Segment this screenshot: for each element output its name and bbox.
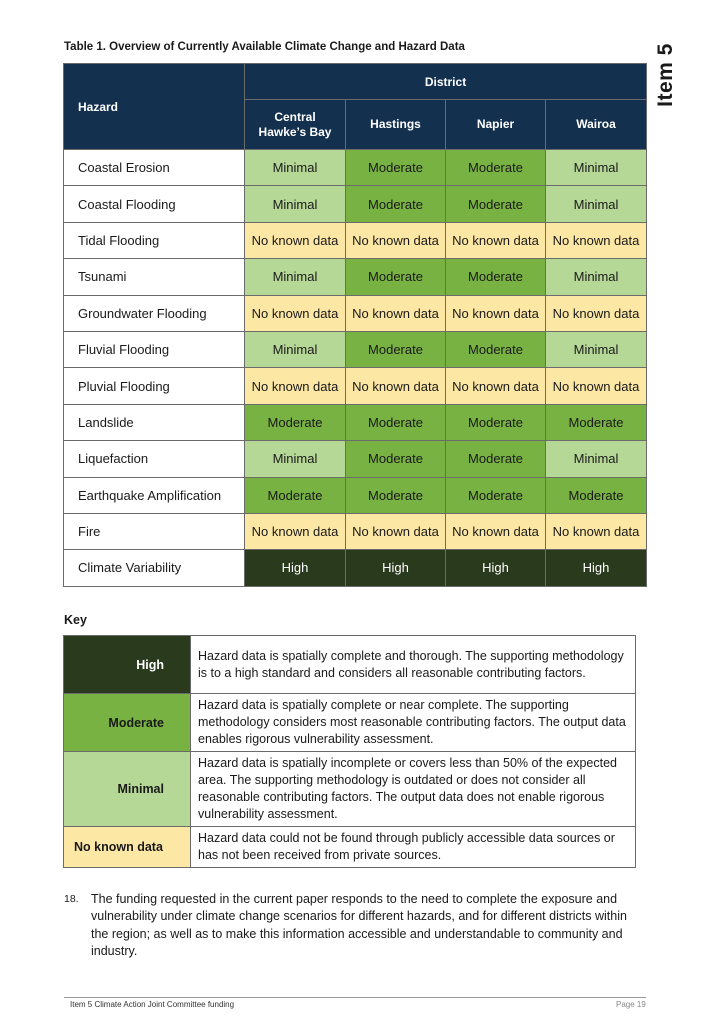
level-cell: No known data — [446, 295, 546, 331]
level-cell: High — [546, 550, 647, 586]
key-table — [63, 635, 636, 868]
hazard-name: Climate Variability — [64, 550, 245, 586]
table-row — [64, 477, 647, 513]
level-cell: Minimal — [245, 441, 346, 477]
level-cell: Minimal — [245, 259, 346, 295]
district-header-central-hawke-s-bay: Central Hawke’s Bay — [245, 100, 346, 150]
district-header-wairoa: Wairoa — [546, 100, 647, 150]
level-cell: Moderate — [446, 331, 546, 367]
level-cell: No known data — [245, 295, 346, 331]
level-cell: High — [245, 550, 346, 586]
level-cell: Minimal — [245, 186, 346, 222]
hazard-name: Earthquake Amplification — [64, 477, 245, 513]
table-row — [64, 222, 647, 258]
table-row — [64, 368, 647, 404]
level-cell: Minimal — [546, 441, 647, 477]
level-cell: Moderate — [346, 150, 446, 186]
table-row — [64, 441, 647, 477]
level-cell: Moderate — [446, 404, 546, 440]
item-side-label-text: Item 5 — [654, 43, 678, 107]
key-row-minimal — [64, 752, 636, 827]
level-cell: No known data — [446, 513, 546, 549]
level-cell: No known data — [245, 368, 346, 404]
table-row — [64, 150, 647, 186]
hazard-name: Fluvial Flooding — [64, 331, 245, 367]
table-row — [64, 331, 647, 367]
table-title: Table 1. Overview of Currently Available Climate Change and Hazard Data — [64, 41, 465, 53]
table-row — [64, 186, 647, 222]
level-cell: No known data — [546, 513, 647, 549]
level-cell: No known data — [546, 222, 647, 258]
district-header-hastings: Hastings — [346, 100, 446, 150]
level-cell: Moderate — [346, 477, 446, 513]
level-cell: No known data — [546, 295, 647, 331]
key-description: Hazard data is spatially incomplete or covers less than 50% of the expected area. The supporting methodology is outdated or does not consider all reasonable contributing factors. The output data does not enable rigorous vulnerability assessment. — [191, 752, 636, 827]
hazard-name: Groundwater Flooding — [64, 295, 245, 331]
key-label: Minimal — [64, 752, 191, 827]
table-row — [64, 513, 647, 549]
paragraph-number: 18. — [64, 893, 79, 905]
table-row — [64, 404, 647, 440]
footer-divider — [64, 997, 646, 998]
level-cell: No known data — [446, 368, 546, 404]
table-row — [64, 295, 647, 331]
level-cell: Minimal — [546, 186, 647, 222]
level-cell: Moderate — [546, 477, 647, 513]
hazard-name: Coastal Erosion — [64, 150, 245, 186]
hazard-name: Tsunami — [64, 259, 245, 295]
level-cell: High — [446, 550, 546, 586]
footer-left-text: Item 5 Climate Action Joint Committee funding — [70, 1000, 235, 1009]
level-cell: Minimal — [546, 259, 647, 295]
level-cell: Minimal — [245, 331, 346, 367]
level-cell: Moderate — [446, 477, 546, 513]
level-cell: No known data — [446, 222, 546, 258]
level-cell: Moderate — [346, 186, 446, 222]
level-cell: Moderate — [446, 186, 546, 222]
hazard-name: Coastal Flooding — [64, 186, 245, 222]
key-description: Hazard data could not be found through publicly accessible data sources or has not been received from private sources. — [191, 827, 636, 868]
hazard-name: Fire — [64, 513, 245, 549]
key-description: Hazard data is spatially complete or near complete. The supporting methodology considers most reasonable contributing factors. The output data enables rigorous vulnerability assessment. — [191, 694, 636, 752]
key-label: No known data — [64, 827, 191, 868]
level-cell: No known data — [245, 222, 346, 258]
table-row — [64, 259, 647, 295]
level-cell: No known data — [346, 513, 446, 549]
hazard-name: Landslide — [64, 404, 245, 440]
level-cell: Minimal — [245, 150, 346, 186]
paragraph-18 — [64, 891, 644, 960]
hazard-name: Pluvial Flooding — [64, 368, 245, 404]
level-cell: Moderate — [346, 331, 446, 367]
level-cell: Moderate — [245, 477, 346, 513]
level-cell: No known data — [346, 222, 446, 258]
key-label: Moderate — [64, 694, 191, 752]
level-cell: Moderate — [346, 259, 446, 295]
level-cell: No known data — [346, 368, 446, 404]
level-cell: Moderate — [346, 441, 446, 477]
key-row-no-known-data — [64, 827, 636, 868]
level-cell: Moderate — [346, 404, 446, 440]
hazard-data-table — [63, 63, 647, 587]
footer-page-number: Page 19 — [616, 1000, 646, 1009]
level-cell: Moderate — [446, 259, 546, 295]
level-cell: No known data — [245, 513, 346, 549]
level-cell: No known data — [346, 295, 446, 331]
level-cell: Moderate — [245, 404, 346, 440]
level-cell: No known data — [546, 368, 647, 404]
level-cell: Minimal — [546, 331, 647, 367]
key-title: Key — [64, 613, 87, 627]
hazard-name: Tidal Flooding — [64, 222, 245, 258]
district-group-header: District — [245, 64, 647, 100]
table-row — [64, 550, 647, 586]
district-header-napier: Napier — [446, 100, 546, 150]
key-description: Hazard data is spatially complete and thorough. The supporting methodology is to a high standard and considers all reasonable contributing factors. — [191, 636, 636, 694]
hazard-column-header: Hazard — [64, 64, 245, 150]
key-label: High — [64, 636, 191, 694]
level-cell: Moderate — [446, 441, 546, 477]
paragraph-text: The funding requested in the current paper responds to the need to complete the exposure and vulnerability under climate change scenarios for different hazards, and for different districts within the region; as well as to make this information accessible and understandable to community and industry. — [91, 892, 627, 958]
level-cell: High — [346, 550, 446, 586]
level-cell: Moderate — [446, 150, 546, 186]
key-row-moderate — [64, 694, 636, 752]
level-cell: Minimal — [546, 150, 647, 186]
key-row-high — [64, 636, 636, 694]
hazard-name: Liquefaction — [64, 441, 245, 477]
level-cell: Moderate — [546, 404, 647, 440]
